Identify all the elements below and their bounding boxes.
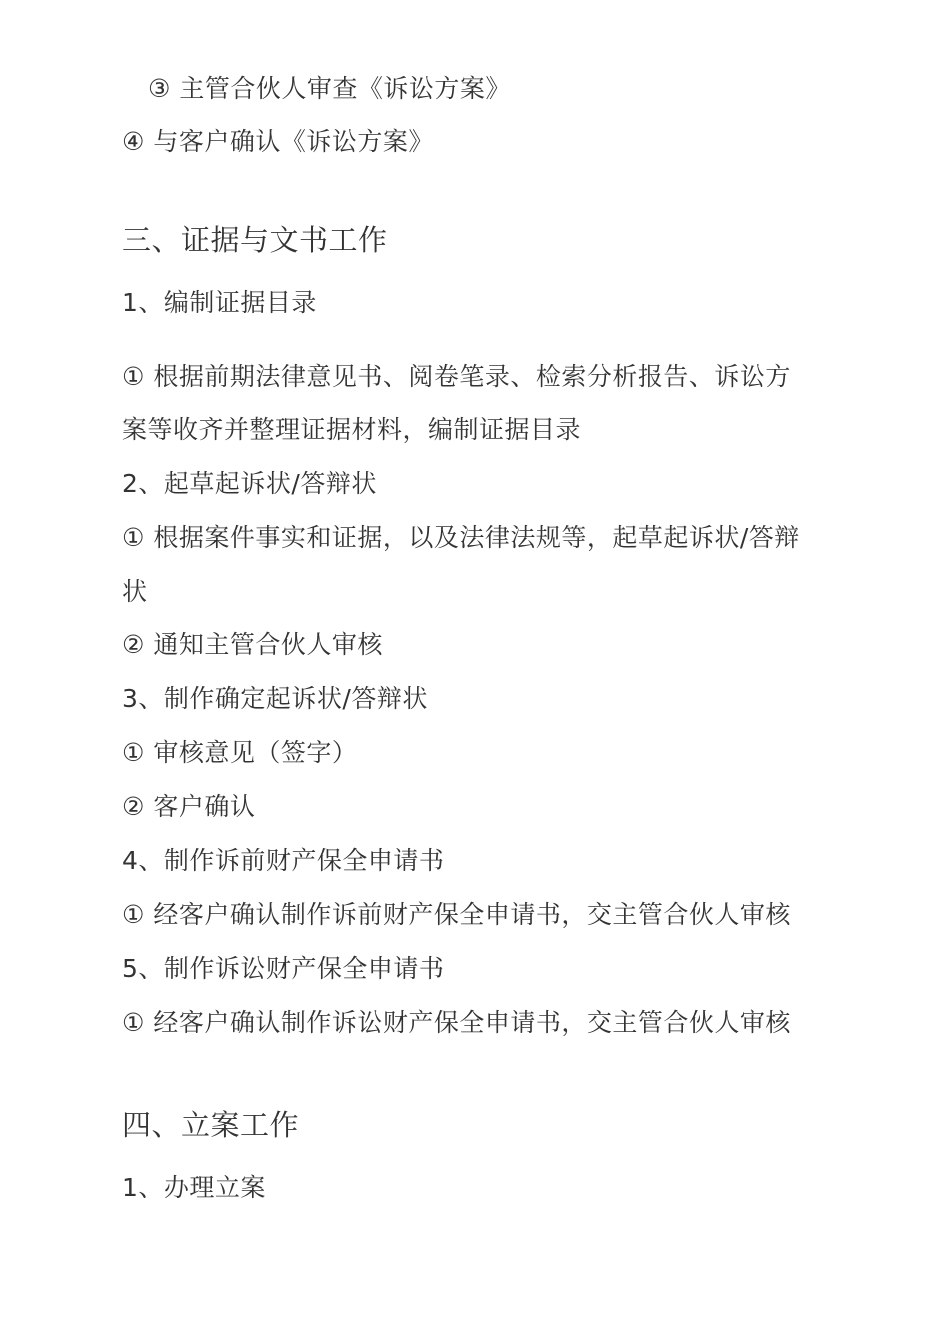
list-item: ① 经客户确认制作诉前财产保全申请书，交主管合伙人审核 [122, 900, 791, 929]
section-heading: 四、立案工作 [122, 1108, 300, 1142]
section-heading: 三、证据与文书工作 [122, 223, 388, 257]
list-item: ④ 与客户确认《诉讼方案》 [122, 127, 434, 156]
list-item-continuation: 状 [122, 577, 148, 606]
list-item: ① 经客户确认制作诉讼财产保全申请书，交主管合伙人审核 [122, 1008, 791, 1037]
list-item: ① 审核意见（签字） [122, 738, 358, 767]
list-item: ① 根据前期法律意见书、阅卷笔录、检索分析报告、诉讼方 [122, 362, 791, 391]
subsection-heading: 2、起草起诉状/答辩状 [122, 469, 377, 498]
subsection-heading: 4、制作诉前财产保全申请书 [122, 846, 445, 875]
list-item: ③ 主管合伙人审查《诉讼方案》 [148, 74, 511, 103]
subsection-heading: 1、办理立案 [122, 1173, 266, 1202]
list-item: ② 客户确认 [122, 792, 256, 821]
list-item: ① 根据案件事实和证据，以及法律法规等，起草起诉状/答辩 [122, 523, 800, 552]
subsection-heading: 5、制作诉讼财产保全申请书 [122, 954, 445, 983]
list-item: ② 通知主管合伙人审核 [122, 630, 383, 659]
list-item-continuation: 案等收齐并整理证据材料，编制证据目录 [122, 415, 582, 444]
subsection-heading: 3、制作确定起诉状/答辩状 [122, 684, 428, 713]
subsection-heading: 1、编制证据目录 [122, 288, 317, 317]
